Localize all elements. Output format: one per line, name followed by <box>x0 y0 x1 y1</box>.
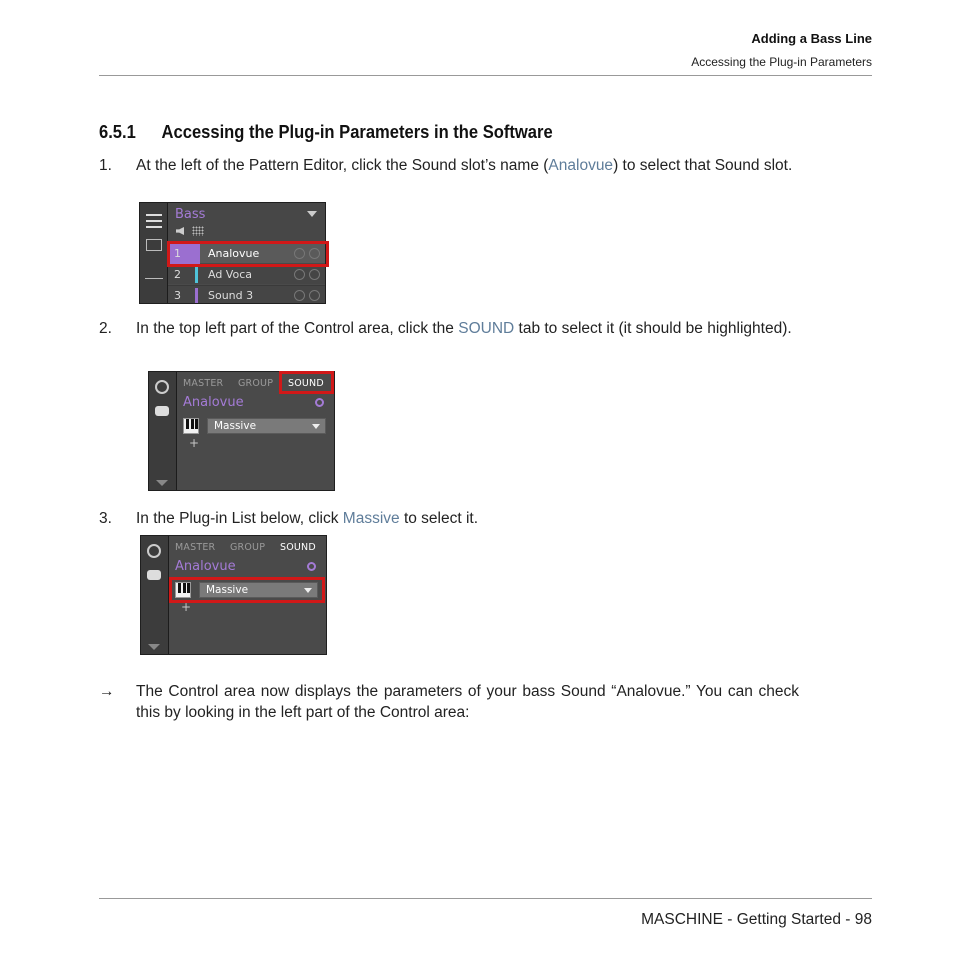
pad-grid-icon[interactable] <box>192 226 204 236</box>
keyboard-icon <box>183 418 199 434</box>
screenshot-left-bar <box>141 536 169 654</box>
slot-number: 3 <box>174 289 181 302</box>
sound-slot-2[interactable] <box>168 264 325 284</box>
group-name[interactable]: Bass <box>175 207 206 222</box>
step-result <box>99 681 799 723</box>
step-1 <box>99 155 799 176</box>
screenshot-left-bar <box>140 203 168 303</box>
section-heading <box>99 122 553 143</box>
screenshot-left-bar <box>149 372 177 490</box>
step-text: At the left of the Pattern Editor, click the Sound slot’s name (Analovue) to select that Sound slot. <box>136 157 793 174</box>
arrow-down-icon[interactable] <box>148 644 160 650</box>
highlight-box-sound-tab <box>279 371 334 394</box>
chevron-down-icon[interactable] <box>307 211 317 217</box>
power-icon[interactable] <box>309 269 320 280</box>
sound-name: Analovue <box>183 395 244 410</box>
section-number: 6.5.1 <box>99 122 136 142</box>
slot-color <box>195 288 198 304</box>
plugin-name: Massive <box>214 420 257 432</box>
running-header-chapter: Adding a Bass Line <box>751 31 872 46</box>
tab-master[interactable]: MASTER <box>175 542 216 553</box>
tab-sound[interactable]: SOUND <box>280 542 316 553</box>
mute-icon[interactable] <box>294 290 305 301</box>
arrow-down-icon[interactable] <box>156 480 168 486</box>
plug-icon[interactable] <box>147 570 161 580</box>
result-arrow: → <box>99 683 115 700</box>
plugin-field[interactable] <box>207 418 326 434</box>
master-circle-icon[interactable] <box>155 380 169 394</box>
tab-group[interactable]: GROUP <box>230 542 266 553</box>
keyword-sound: SOUND <box>458 320 515 337</box>
tab-group[interactable]: GROUP <box>238 378 274 389</box>
step-marker: 2. <box>99 320 112 337</box>
plugin-slot[interactable] <box>177 416 334 438</box>
page-footer: MASCHINE - Getting Started - 98 <box>641 911 872 928</box>
sound-name: Analovue <box>175 559 236 574</box>
control-tabs <box>169 536 326 558</box>
running-header-section: Accessing the Plug-in Parameters <box>691 55 872 69</box>
waveform-icon <box>145 269 163 279</box>
highlight-box-slot <box>167 241 329 267</box>
keyword-massive: Massive <box>342 510 400 527</box>
header-rule <box>99 75 872 76</box>
sound-slot-3[interactable] <box>168 285 325 304</box>
slot-number: 2 <box>174 268 181 281</box>
footer-rule <box>99 898 872 899</box>
list-icon <box>146 214 162 228</box>
keyword-analovue: Analovue <box>548 157 614 174</box>
plugin-name: Massive <box>206 584 249 596</box>
search-icon[interactable] <box>315 398 324 407</box>
chevron-down-icon[interactable] <box>312 424 320 429</box>
section-title: Accessing the Plug-in Parameters in the Software <box>161 122 553 142</box>
slot-number: 1 <box>174 247 181 260</box>
highlight-box-plugin <box>169 577 325 603</box>
slot-name-analovue[interactable]: Analovue <box>208 247 260 260</box>
add-plugin-button[interactable]: + <box>181 600 192 614</box>
search-icon[interactable] <box>307 562 316 571</box>
tab-sound[interactable]: SOUND <box>288 378 324 389</box>
master-circle-icon[interactable] <box>147 544 161 558</box>
step-marker: 1. <box>99 157 112 174</box>
slot-name[interactable]: Sound 3 <box>208 289 254 302</box>
step-3 <box>99 508 799 529</box>
speaker-icon[interactable] <box>176 227 184 235</box>
plug-icon[interactable] <box>155 406 169 416</box>
step-2 <box>99 318 799 339</box>
power-icon[interactable] <box>309 290 320 301</box>
slot-color <box>195 267 198 283</box>
grid-icon <box>146 239 162 251</box>
step-text: The Control area now displays the parameters of your bass Sound “Analovue.” You can check this by looking in the left part of the Control area: <box>136 683 799 721</box>
step-marker: 3. <box>99 510 112 527</box>
mute-icon[interactable] <box>294 269 305 280</box>
group-header <box>168 203 325 242</box>
step-text: In the top left part of the Control area, click the SOUND tab to select it (it should be highlighted). <box>136 320 792 337</box>
tab-master[interactable]: MASTER <box>183 378 224 389</box>
slot-name[interactable]: Ad Voca <box>208 268 252 281</box>
step-text: In the Plug-in List below, click Massive to select it. <box>136 510 479 527</box>
add-plugin-button[interactable]: + <box>189 436 200 450</box>
